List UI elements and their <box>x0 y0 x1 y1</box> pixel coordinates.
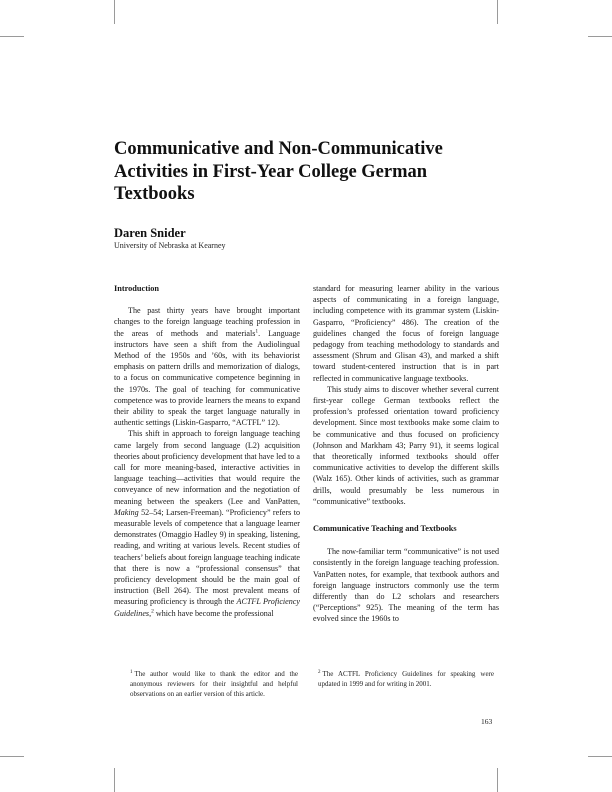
page-number: 163 <box>481 717 493 726</box>
footnote-2: $^2$ The ACTFL Proficiency Guidelines for speaking were updated in 1999 and for writing in 2001. <box>318 669 494 688</box>
crop-mark-bottom-right-v <box>497 768 498 792</box>
crop-mark-top-right-v <box>497 0 498 24</box>
footnote-ref: 2 <box>151 608 154 614</box>
footnote-1: $^1$ The author would like to thank the editor and the anonymous reviewers for their insightful and helpful observations on an earlier version of this article. <box>130 669 298 698</box>
section-heading-communicative-teaching: Communicative Teaching and Textbooks <box>313 524 457 534</box>
right-column <box>313 283 499 625</box>
crop-mark-bottom-left-h <box>0 756 24 757</box>
paragraph: The past thirty years have brought important changes to the foreign language teaching profession in the areas of methods and materials$^1$. Language instructors have seen a shift from the Audiolingual Method of the 1950s and ’60s, with its behaviorist emphasis on pattern drills and memorization of dialogs, to a focus on communicative competence beginning in the 1970s. The goal of teaching for communicative competence was to provide learners the means to expand their ability to speak the target language naturally in authentic settings (Liskin-Gasparro, “ACTFL” 12). <box>114 306 300 428</box>
article-title: Communicative and Non-Communicative Activities in First-Year College German Textbooks <box>114 139 443 204</box>
author-affiliation: University of Nebraska at Kearney <box>114 241 226 250</box>
author-name: Daren Snider <box>114 226 186 240</box>
paragraph: This shift in approach to foreign language teaching came largely from second language (L2) acquisition theories about proficiency development that have led to a call for more meaning-based, interactive activities in language teaching—activities that would require the conveyance of new information and the negotiation of meaning between the speakers (Lee and VanPatten, Making 52–54; Larsen-Freeman). “Proficiency” refers to measurable levels of competence that a language learner demonstrates (Omaggio Hadley 9) in speaking, listening, reading, and writing at various levels. Recent studies of teachers’ beliefs about foreign language teaching indicate that there is now a “professional consensus” that proficiency development should be the main goal of instruction (Bell 264). The most prevalent means of measuring proficiency is through the ACTFL Proficiency Guidelines,$^2$ which have become the professional <box>114 429 300 618</box>
crop-mark-top-left-v <box>114 0 115 24</box>
paragraph: The now-familiar term “communicative” is not used consistently in the foreign language teaching profession. VanPatten notes, for example, that textbook authors and foreign language instructors commonly use the term differently than do L2 scholars and researchers (“Perceptions” 925). The meaning of the term has evolved since the 1960s to <box>313 547 499 624</box>
section-heading-introduction: Introduction <box>114 284 160 293</box>
paragraph: This study aims to discover whether several current first-year college German textbooks reflect the profession’s professed orientation toward proficiency development. Since most textbooks make some claim to be communicative and thus focused on proficiency (Johnson and Markham 43; Parry 91), it seems logical that theoretically informed textbooks should offer communicative activities to develop the different skills (Walz 165). Other kinds of activities, such as grammar drills, would presumably be less numerous in “communicative” textbooks. <box>313 384 499 506</box>
crop-mark-bottom-left-v <box>114 768 115 792</box>
crop-mark-top-right-h <box>588 36 612 37</box>
left-column <box>114 283 300 619</box>
paragraph: standard for measuring learner ability in the various aspects of communicating in a foreign language, including competence with its grammar system (Liskin-Gasparro, “Proficiency” 486). The creation of the guidelines changed the focus of foreign language pedagogy from teaching methodology to standards and assessment (Shrum and Glisan 43), and marked a shift toward student-centered instruction that is in part reflected in communicative language textbooks. <box>313 284 499 383</box>
crop-mark-bottom-right-h <box>588 756 612 757</box>
footnote-ref: 1 <box>255 327 259 334</box>
crop-mark-top-left-h <box>0 36 24 37</box>
